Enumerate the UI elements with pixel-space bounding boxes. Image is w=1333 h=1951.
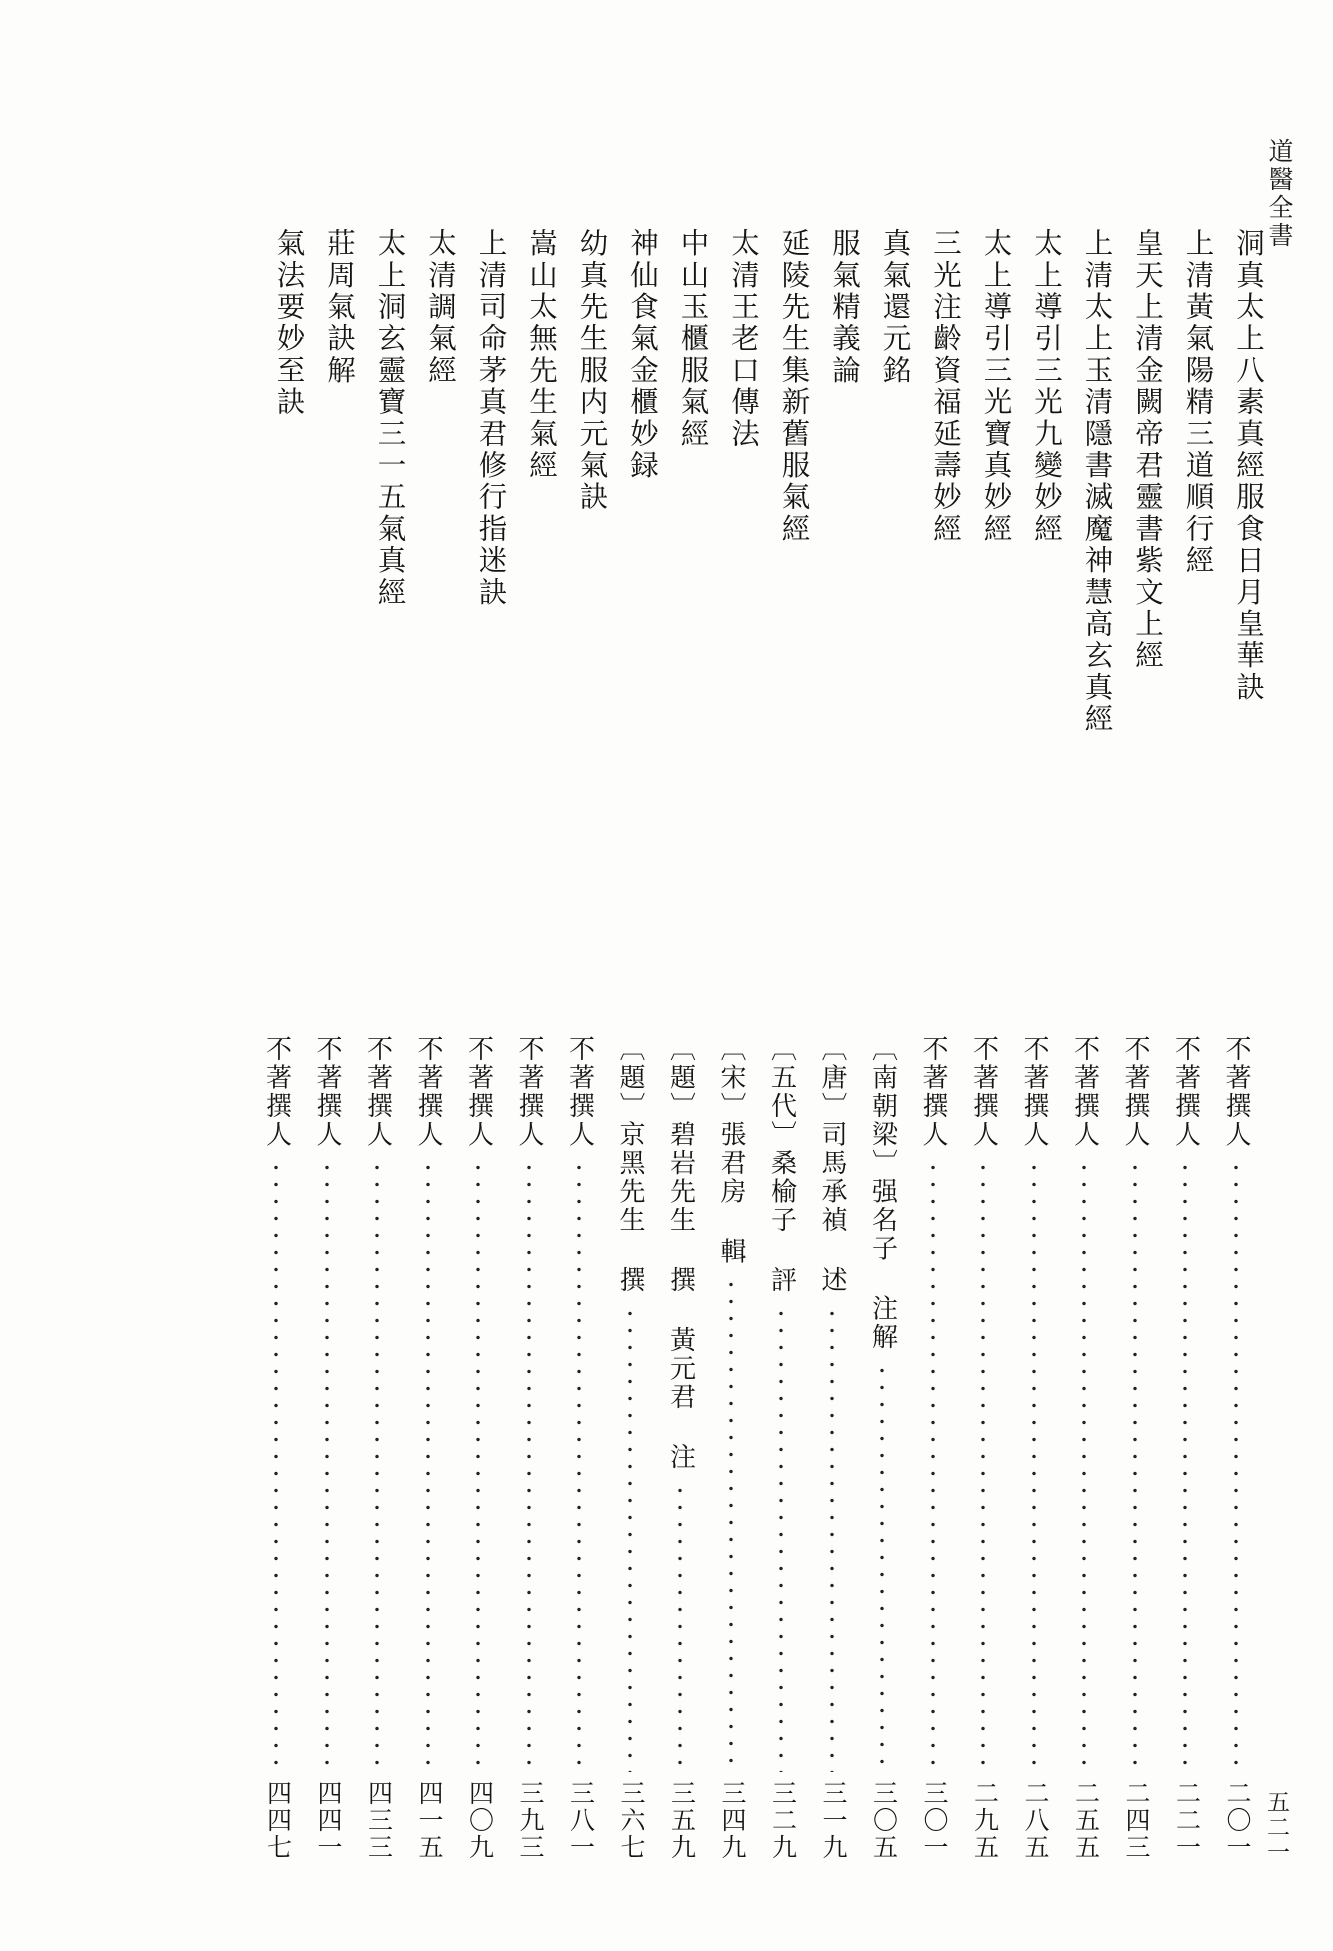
- toc-leader-dots: [980, 1159, 986, 1772]
- toc-entry-author: 不著撰人: [1070, 1035, 1100, 1149]
- toc-leader-dots: [1081, 1159, 1087, 1772]
- toc-entry-page-number[interactable]: 三四九: [718, 1780, 745, 1861]
- toc-entry-author: 不著撰人: [919, 1035, 948, 1149]
- toc-entry-author: 不著撰人: [1222, 1035, 1251, 1149]
- toc-entry-page-number[interactable]: 二二一: [1172, 1780, 1200, 1861]
- toc-entry-row: [403, 1035, 454, 1865]
- toc-entry-author: 不著撰人: [414, 1035, 443, 1149]
- toc-entry-author: 不著撰人: [262, 1035, 292, 1149]
- running-header-title: 道醫全書: [1265, 138, 1292, 250]
- toc-entry-author: 不著撰人: [515, 1035, 544, 1149]
- toc-entry-title[interactable]: 真氣還元銘: [878, 228, 910, 387]
- toc-entry-row: [807, 1035, 858, 1865]
- toc-entry-title[interactable]: 莊周氣訣解: [323, 228, 354, 387]
- toc-entry-row: [605, 1035, 656, 1865]
- toc-entry-page-number[interactable]: 二九五: [970, 1780, 998, 1861]
- toc-entry-page-number[interactable]: 三二九: [768, 1780, 796, 1861]
- toc-entry-page-number[interactable]: 四四七: [263, 1780, 291, 1861]
- toc-entry-author: 〔題〕京黑先生 撰: [616, 1035, 645, 1295]
- toc-leader-dots: [425, 1159, 431, 1772]
- toc-leader-dots: [1031, 1159, 1037, 1772]
- toc-entry-title[interactable]: 神仙食氣金櫃妙録: [626, 228, 657, 482]
- toc-leader-dots: [778, 1305, 784, 1773]
- toc-entry-page-number[interactable]: 三八一: [566, 1780, 594, 1861]
- toc-entry-title[interactable]: 上清太上玉清隱書滅魔神慧高玄真經: [1080, 228, 1112, 736]
- toc-leader-dots: [475, 1159, 481, 1772]
- toc-entry-title[interactable]: 太清調氣經: [424, 228, 455, 387]
- toc-entry-row: [908, 1035, 959, 1865]
- toc-leader-dots: [879, 1362, 885, 1773]
- toc-entry-page-number[interactable]: 二八五: [1021, 1780, 1048, 1861]
- toc-entry-title[interactable]: 太上導引三光九變妙經: [1030, 228, 1061, 545]
- toc-entry-page-number[interactable]: 二〇一: [1223, 1780, 1250, 1861]
- toc-leader-dots: [1233, 1159, 1239, 1772]
- toc-entry-page-number[interactable]: 四三三: [364, 1780, 392, 1861]
- toc-leader-dots: [677, 1482, 683, 1773]
- toc-entry-row: [453, 1035, 504, 1865]
- toc-entry-row: [504, 1035, 555, 1865]
- toc-entry-title[interactable]: 上清司命茅真君修行指迷訣: [474, 228, 506, 609]
- toc-entry-row: [655, 1035, 706, 1865]
- toc-entry-page-number[interactable]: 二四三: [1122, 1780, 1149, 1861]
- toc-entry-author: 不著撰人: [565, 1035, 595, 1149]
- toc-leader-dots: [526, 1159, 532, 1772]
- toc-entry-page-number[interactable]: 二五五: [1071, 1780, 1099, 1861]
- toc-entry-page-number[interactable]: 三一九: [819, 1780, 846, 1861]
- table-of-contents-titles: [80, 228, 1261, 828]
- toc-leader-dots: [627, 1305, 633, 1773]
- toc-entry-title[interactable]: 嵩山太無先生氣經: [525, 228, 556, 482]
- toc-entry-row: [302, 1035, 353, 1865]
- toc-entry-row: [251, 1035, 302, 1865]
- toc-entry-page-number[interactable]: 三五九: [667, 1780, 695, 1861]
- toc-leader-dots: [273, 1159, 279, 1772]
- toc-entry-author: 不著撰人: [464, 1035, 494, 1149]
- toc-entry-title[interactable]: 洞真太上八素真經服食日月皇華訣: [1232, 228, 1263, 704]
- toc-entry-page-number[interactable]: 四一五: [415, 1780, 442, 1861]
- toc-leader-dots: [1182, 1159, 1188, 1772]
- toc-entry-page-number[interactable]: 四四一: [314, 1780, 341, 1861]
- toc-entry-row: [958, 1035, 1009, 1865]
- toc-entry-title[interactable]: 太清王老口傳法: [727, 228, 758, 450]
- toc-entry-page-number[interactable]: 三〇一: [920, 1780, 947, 1861]
- toc-entry-author: 不著撰人: [313, 1035, 342, 1149]
- toc-entry-title[interactable]: 三光注齡資福延壽妙經: [929, 228, 960, 545]
- toc-entry-row: [756, 1035, 807, 1865]
- toc-entry-title[interactable]: 太上洞玄靈寶三一五氣真經: [373, 228, 405, 609]
- toc-leader-dots: [576, 1159, 582, 1772]
- toc-entry-row: [1009, 1035, 1060, 1865]
- page-folio-number: 五二一: [1264, 1790, 1289, 1865]
- toc-entry-author: 不著撰人: [1121, 1035, 1150, 1149]
- toc-entry-row: [1059, 1035, 1110, 1865]
- toc-entry-page-number[interactable]: 三〇五: [869, 1780, 897, 1861]
- toc-entry-title[interactable]: 太上導引三光寶真妙經: [979, 228, 1011, 545]
- toc-entry-author: 不著撰人: [1020, 1035, 1049, 1149]
- toc-entry-row: [554, 1035, 605, 1865]
- toc-entry-author: 〔題〕碧岩先生 撰 黃元君 注: [666, 1035, 696, 1472]
- table-of-contents-authors: [80, 1035, 1261, 1865]
- toc-entry-page-number[interactable]: 三六七: [617, 1780, 644, 1861]
- toc-leader-dots: [374, 1159, 380, 1772]
- toc-entry-title[interactable]: 幼真先生服内元氣訣: [575, 228, 607, 514]
- toc-entry-author: 不著撰人: [969, 1035, 999, 1149]
- toc-leader-dots: [728, 1276, 734, 1772]
- toc-entry-title[interactable]: 中山玉櫃服氣經: [676, 228, 708, 450]
- toc-entry-row: [1211, 1035, 1262, 1865]
- toc-leader-dots: [1132, 1159, 1138, 1772]
- toc-entry-author: 不著撰人: [363, 1035, 393, 1149]
- toc-entry-title[interactable]: 氣法要妙至訣: [272, 228, 304, 419]
- toc-entry-row: [1160, 1035, 1211, 1865]
- toc-leader-dots: [930, 1159, 936, 1772]
- toc-entry-title[interactable]: 上清黃氣陽精三道順行經: [1181, 228, 1213, 577]
- toc-entry-author: 不著撰人: [1171, 1035, 1201, 1149]
- toc-entry-row: [1110, 1035, 1161, 1865]
- toc-leader-dots: [324, 1159, 330, 1772]
- toc-entry-title[interactable]: 皇天上清金闕帝君靈書紫文上經: [1131, 228, 1162, 672]
- toc-entry-title[interactable]: 延陵先生集新舊服氣經: [777, 228, 809, 545]
- toc-entry-page-number[interactable]: 三九三: [516, 1780, 543, 1861]
- toc-entry-row: [706, 1035, 757, 1865]
- toc-entry-author: 〔宋〕張君房 輯: [717, 1035, 746, 1266]
- toc-entry-author: 〔南朝梁〕强名子 注解: [868, 1035, 898, 1352]
- toc-entry-row: [857, 1035, 908, 1865]
- toc-entry-author: 〔五代〕桑榆子 評: [767, 1035, 797, 1295]
- toc-entry-title[interactable]: 服氣精義論: [828, 228, 859, 387]
- toc-entry-row: [352, 1035, 403, 1865]
- toc-entry-page-number[interactable]: 四〇九: [465, 1780, 493, 1861]
- toc-leader-dots: [829, 1305, 835, 1773]
- toc-entry-author: 〔唐〕司馬承禎 述: [818, 1035, 847, 1295]
